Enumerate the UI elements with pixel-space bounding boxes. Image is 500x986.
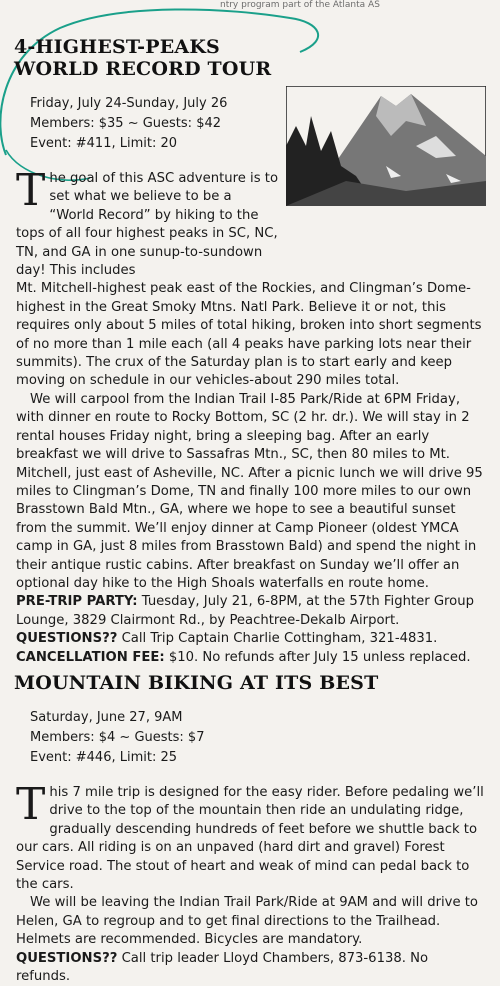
section1-dates: Friday, July 24-Sunday, July 26 <box>30 96 228 111</box>
section2-para1: his 7 mile trip is designed for the easy rider. Before pedaling we’ll drive to the top of the mountain then ride an undulating ridge, gradually descending hundreds of feet before we shuttle back to our cars. All riding is on an unpaved (hard dirt and gravel) Forest Service road. The stout of heart and weak of mind can pedal back to the cars. <box>16 785 484 893</box>
section1-party: PRE-TRIP PARTY: Tuesday, July 21, 6-8PM, at the 57th Fighter Group Lounge, 3829 Clairmont Rd., by Peachtree-Dekalb Airport. <box>16 594 474 628</box>
section1-fees: Members: $35 ~ Guests: $42 <box>30 116 222 131</box>
section2-dropcap: T <box>16 779 46 830</box>
section1-questions: QUESTIONS?? Call Trip Captain Charlie Cottingham, 321-4831. <box>16 631 438 647</box>
section2-title: MOUNTAIN BIKING AT ITS BEST <box>14 672 379 694</box>
section1-intro-rest: Mt. Mitchell-highest peak east of the Rockies, and Clingman’s Dome-highest in the Great Smoky Mtns. Natl Park. Believe it or not, this requires only about 5 miles of total hiking, broken into short segments of no more than 1 mile each (all 4 peaks have parking lots near their summits). The crux of the Saturday plan is to start early and keep moving on schedule in our vehicles-about 290 miles total. <box>16 281 482 389</box>
section2-body <box>16 779 484 986</box>
section1-cancellation: CANCELLATION FEE: $10. No refunds after July 15 unless replaced. <box>16 649 471 665</box>
section1-para2: We will carpool from the Indian Trail I-85 Park/Ride at 6PM Friday, with dinner en route to Rocky Bottom, SC (2 hr. dr.). We will stay in 2 rental houses Friday night, bring a sleeping bag. After an early breakfast we will drive to Sassafras Mtn., SC, then 80 miles to Mt. Mitchell, just east of Asheville, NC. After a picnic lunch we will drive 95 miles to Clingman’s Dome, TN and finally 100 more miles to our own Brasstown Bald Mtn., GA, where we hope to see a beautiful sunset from the summit. We’ll enjoy dinner at Camp Pioneer (oldest YMCA camp in GA, just 8 miles from Brasstown Bald) and spend the night in their antique rustic cabins. After breakfast on Sunday we’ll offer an optional day hike to the High Shoals waterfalls en route home. <box>16 391 483 591</box>
section1-meta <box>30 94 227 154</box>
header-scrap-text: ntry program part of the Atlanta AS <box>220 0 380 10</box>
section1-intro <box>16 165 484 667</box>
section2-event: Event: #446, Limit: 25 <box>30 750 178 765</box>
section1-dropcap: T <box>16 165 46 216</box>
section2-para2: We will be leaving the Indian Trail Park/Ride at 9AM and will drive to Helen, GA to regroup and to get final directions to the Trailhead. Helmets are recommended. Bicycles are mandatory. <box>16 895 478 948</box>
section1-intro-wrapped: he goal of this ASC adventure is to set what we believe to be a “World Record” by hiking to the tops of all four highest peaks in SC, NC, TN, and GA in one sunup-to-sundown day! This includes <box>16 171 279 279</box>
section2-fees: Members: $4 ~ Guests: $7 <box>30 730 205 745</box>
section1-event: Event: #411, Limit: 20 <box>30 136 178 151</box>
section2-questions: QUESTIONS?? Call trip leader Lloyd Chambers, 873-6138. No refunds. <box>16 950 429 985</box>
section2-meta <box>30 708 204 768</box>
section1-title-line1: 4-HIGHEST-PEAKS <box>14 36 220 58</box>
section2-date: Saturday, June 27, 9AM <box>30 710 183 725</box>
section1-title-line2: WORLD RECORD TOUR <box>14 58 272 80</box>
